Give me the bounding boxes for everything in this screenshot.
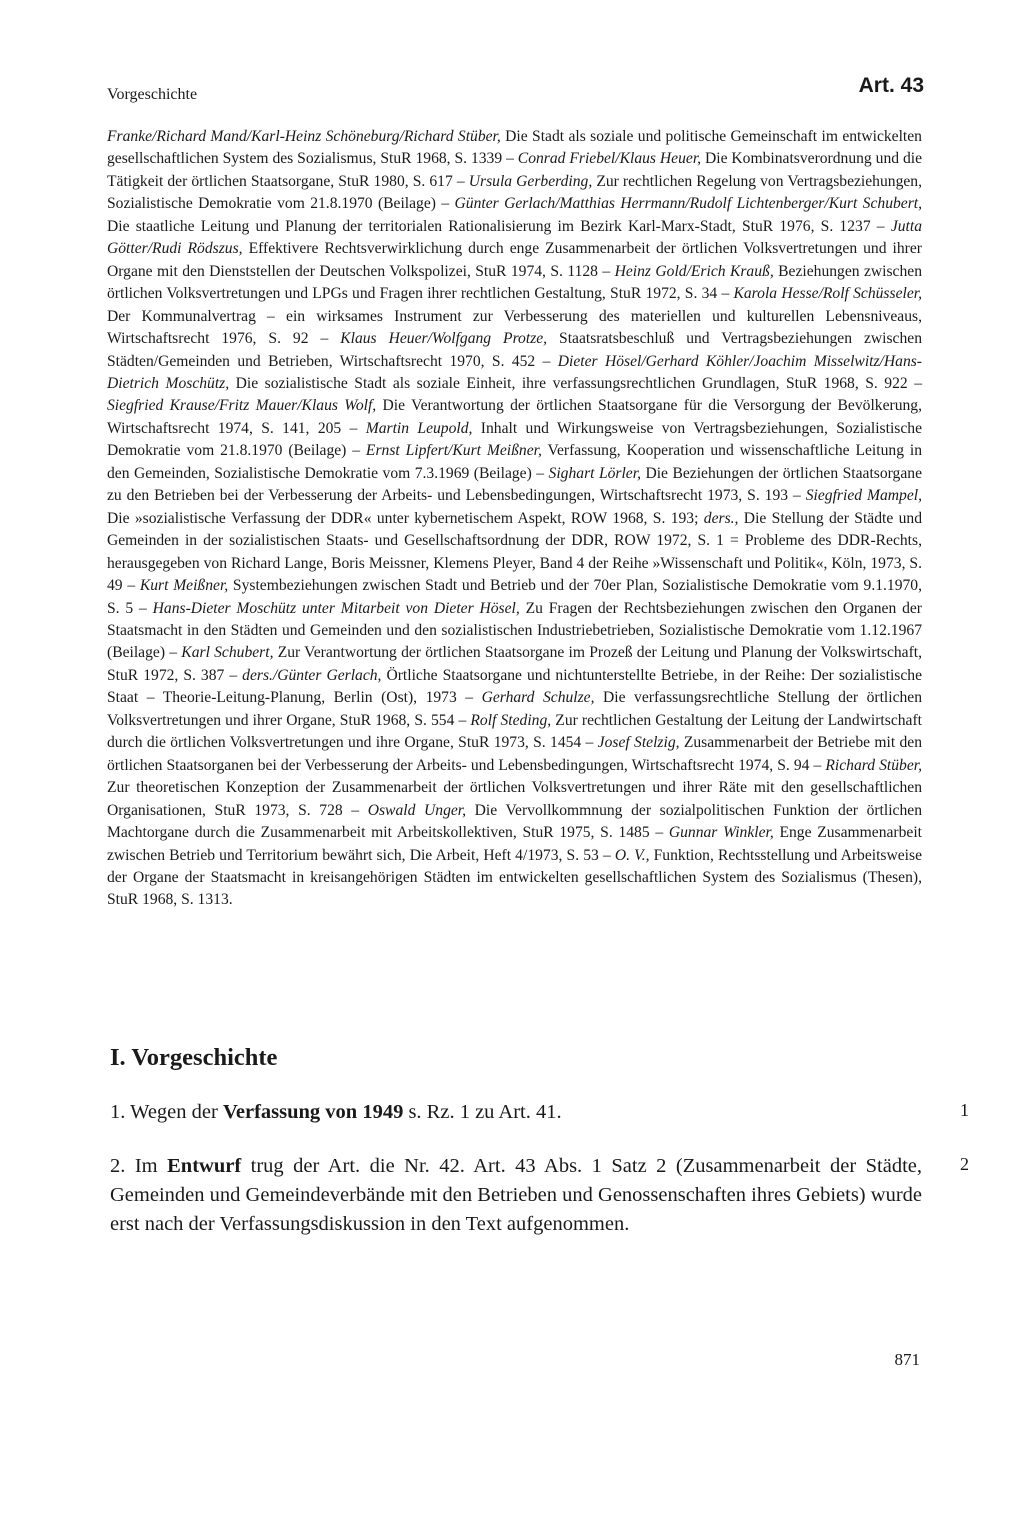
bib-author: Sighart Lörler,: [548, 464, 641, 482]
bib-text: Verfassung, Kooperation und wissenschaftliche Leitung in den Gemeinden, Sozialistische Demokratie vom 7.3.1969 (Beilage) –: [107, 442, 922, 482]
bib-text: Zur theoretischen Konzeption der Zusammenarbeit der örtlichen Volksvertretungen und ihrer Räte mit den gesellschaftlichen Organisationen, StuR 1973, S. 728 –: [107, 779, 922, 819]
bib-author: Rolf Steding,: [470, 711, 552, 729]
paragraph-text: 1. Wegen der: [110, 1101, 223, 1123]
bib-author: Kurt Meißner,: [139, 577, 229, 595]
bib-author: O. V.,: [614, 846, 650, 864]
bib-author: Martin Leupold,: [365, 419, 473, 437]
bibliography: [107, 126, 922, 912]
bib-text: Die staatliche Leitung und Planung der territorialen Rationalisierung im Bezirk Karl-Marx-Stadt, StuR 1976, S. 1237 –: [107, 217, 891, 235]
bib-text: Örtliche Staatsorgane und nichtunterstellte Betriebe, in der Reihe: Der sozialistische Staat – Theorie-Leitung-Planung, Berlin (Ost), 1973 –: [107, 666, 922, 707]
bib-author: ders./Günter Gerlach,: [242, 666, 382, 684]
paragraph-2: [110, 1152, 922, 1239]
bib-author: Josef Stelzig,: [597, 734, 680, 752]
bib-author: ders.,: [703, 509, 739, 527]
bib-author: Gerhard Schulze,: [481, 689, 595, 707]
bib-author: Richard Stüber,: [825, 756, 922, 774]
bib-author: Klaus Heuer/Wolfgang Protze,: [340, 330, 548, 348]
paragraph-text: s. Rz. 1 zu Art. 41.: [403, 1101, 562, 1123]
paragraph-text: 2. Im: [110, 1155, 168, 1177]
paragraph-1: [110, 1098, 922, 1127]
bib-author: Günter Gerlach/Matthias Herrmann/Rudolf Lichtenberger/Kurt Schubert,: [454, 195, 923, 213]
bib-text: Staatsratsbeschluß und Vertragsbeziehungen zwischen Städten/Gemeinden und Betrieben, Wirtschaftsrecht 1970, S. 452 –: [107, 330, 922, 370]
bib-text: Zur rechtlichen Gestaltung der Leitung der Landwirtschaft durch die örtlichen Volksvertretungen und ihre Organe, StuR 1973, S. 1454 –: [107, 711, 923, 752]
bib-author: Oswald Unger,: [367, 801, 467, 819]
section-heading: I. Vorgeschichte: [110, 1044, 278, 1071]
bib-text: Beziehungen zwischen örtlichen Volksvertretungen und LPGs und Fragen ihrer rechtlichen Gestaltung, StuR 1972, S. 34 –: [107, 262, 922, 303]
bib-author: Jutta Götter/Rudi Rödszus,: [107, 217, 922, 258]
bib-text: Die verfassungsrechtliche Stellung der örtlichen Volksvertretungen und ihrer Organe, StuR 1968, S. 554 –: [107, 689, 923, 729]
bib-author: Conrad Friebel/Klaus Heuer,: [517, 150, 702, 168]
marginal-number-1: 1: [960, 1100, 969, 1120]
bib-text: Systembeziehungen zwischen Stadt und Betrieb und der 70er Plan, Sozialistische Demokratie vom 9.1.1970, S. 5 –: [107, 577, 923, 617]
bib-author: Gunnar Winkler,: [668, 824, 774, 842]
marginal-number-2: 2: [960, 1154, 969, 1174]
bib-author: Dieter Hösel/Gerhard Köhler/Joachim Misselwitz/Hans-Dietrich Moschütz,: [107, 352, 922, 392]
bib-author: Karl Schubert,: [181, 644, 274, 662]
bib-author: Karola Hesse/Rolf Schüsseler,: [733, 285, 922, 303]
bib-text: Der Kommunalvertrag – ein wirksames Instrument zur Verbesserung des materiellen und kulturellen Lebensniveaus, Wirtschaftsrecht 1976, S. 92 –: [107, 307, 922, 348]
bib-author: Siegfried Mampel,: [805, 487, 922, 505]
bib-text: Zur Verantwortung der örtlichen Staatsorgane im Prozeß der Leitung und Planung der Volkswirtschaft, StuR 1972, S. 387 –: [107, 644, 923, 684]
bib-author: Franke/Richard Mand/Karl-Heinz Schöneburg/Richard Stüber,: [107, 128, 501, 145]
bib-text: Die Stadt als soziale und politische Gemeinschaft im entwickelten gesellschaftlichen System des Sozialismus, StuR 1968, S. 1339 –: [107, 128, 922, 168]
page-number: 871: [894, 1350, 920, 1369]
bib-text: Die sozialistische Stadt als soziale Einheit, ihre verfassungsrechtlichen Grundlagen, StuR 1968, S. 922 –: [229, 374, 922, 392]
bib-text: Enge Zusammenarbeit zwischen Betrieb und Territorium bewährt sich, Die Arbeit, Heft 4/1973, S. 53 –: [107, 824, 923, 864]
bib-author: Heinz Gold/Erich Krauß,: [614, 262, 774, 280]
bib-text: Zu Fragen der Rechtsbeziehungen zwischen den Organen der Staatsmacht in den Städten und Gemeinden und den sozialistischen Industriebetrieben, Sozialistische Demokratie vom 1.12.1967 (Beilage) –: [107, 599, 922, 662]
paragraph-text: trug der Art. die Nr. 42. Art. 43 Abs. 1 Satz 2 (Zusammenarbeit der Städte, Gemeinden und Gemeindeverbände mit den Betrieben und Genossenschaften ihres Gebiets) wurde erst nach der Verfassungsdiskussion in den Text aufgenommen.: [110, 1155, 922, 1235]
running-head: Vorgeschichte: [107, 86, 198, 103]
bib-text: Die »sozialistische Verfassung der DDR« unter kybernetischem Aspekt, ROW 1968, S. 193;: [107, 509, 704, 527]
paragraph-emphasis: Verfassung von 1949: [222, 1101, 404, 1123]
bib-text: Funktion, Rechtsstellung und Arbeitsweise der Organe der Staatsmacht in kreisangehörigen Städten im entwickelten gesellschaftlichen System des Sozialismus (Thesen), StuR 1968, S. 1313.: [107, 846, 922, 909]
bib-text: Effektivere Rechtsverwirklichung durch enge Zusammenarbeit der örtlichen Volksvertretungen und ihrer Organe mit den Dienststellen der Deutschen Volkspolizei, StuR 1974, S. 1128 –: [107, 240, 922, 280]
bib-author: Siegfried Krause/Fritz Mauer/Klaus Wolf,: [107, 397, 377, 415]
bib-text: Die Kombinatsverordnung und die Tätigkeit der örtlichen Staatsorgane, StuR 1980, S. 617 –: [107, 150, 923, 190]
paragraph-emphasis: Entwurf: [167, 1155, 242, 1177]
bib-text: Zusammenarbeit der Betriebe mit den örtlichen Staatsorganen bei der Verbesserung der Arbeits- und Lebensbedingungen, Wirtschaftsrecht 1974, S. 94 –: [107, 734, 922, 774]
bib-text: Die Beziehungen der örtlichen Staatsorgane zu den Betrieben bei der Verbesserung der Arbeits- und Lebensbedingungen, Wirtschaftsrecht 1973, S. 193 –: [107, 464, 922, 505]
bib-text: Die Verantwortung der örtlichen Staatsorgane für die Versorgung der Bevölkerung, Wirtschaftsrecht 1974, S. 141, 205 –: [107, 397, 922, 437]
bib-text: Die Vervollkommnung der sozialpolitischen Funktion der örtlichen Machtorgane durch die Zusammenarbeit mit Arbeitskollektiven, StuR 1975, S. 1485 –: [107, 801, 922, 842]
bib-author: Ursula Gerberding,: [468, 172, 593, 190]
article-label: Art. 43: [858, 74, 924, 97]
bib-author: Hans-Dieter Moschütz unter Mitarbeit von Dieter Hösel,: [152, 599, 520, 617]
bib-text: Die Stellung der Städte und Gemeinden in der sozialistischen Staats- und Gesellschaftsordnung der DDR, ROW 1972, S. 1 = Probleme des DDR-Rechts, herausgegeben von Richard Lange, Boris Meissner, Klemens Pleyer, Band 4 der Reihe »Wissenschaft und Politik«, Köln, 1973, S. 49 –: [107, 509, 922, 595]
bib-text: Zur rechtlichen Regelung von Vertragsbeziehungen, Sozialistische Demokratie vom 21.8.1970 (Beilage) –: [107, 172, 922, 213]
bib-author: Ernst Lipfert/Kurt Meißner,: [365, 442, 542, 460]
bib-text: Inhalt und Wirkungsweise von Vertragsbeziehungen, Sozialistische Demokratie vom 21.8.1970 (Beilage) –: [107, 419, 922, 460]
